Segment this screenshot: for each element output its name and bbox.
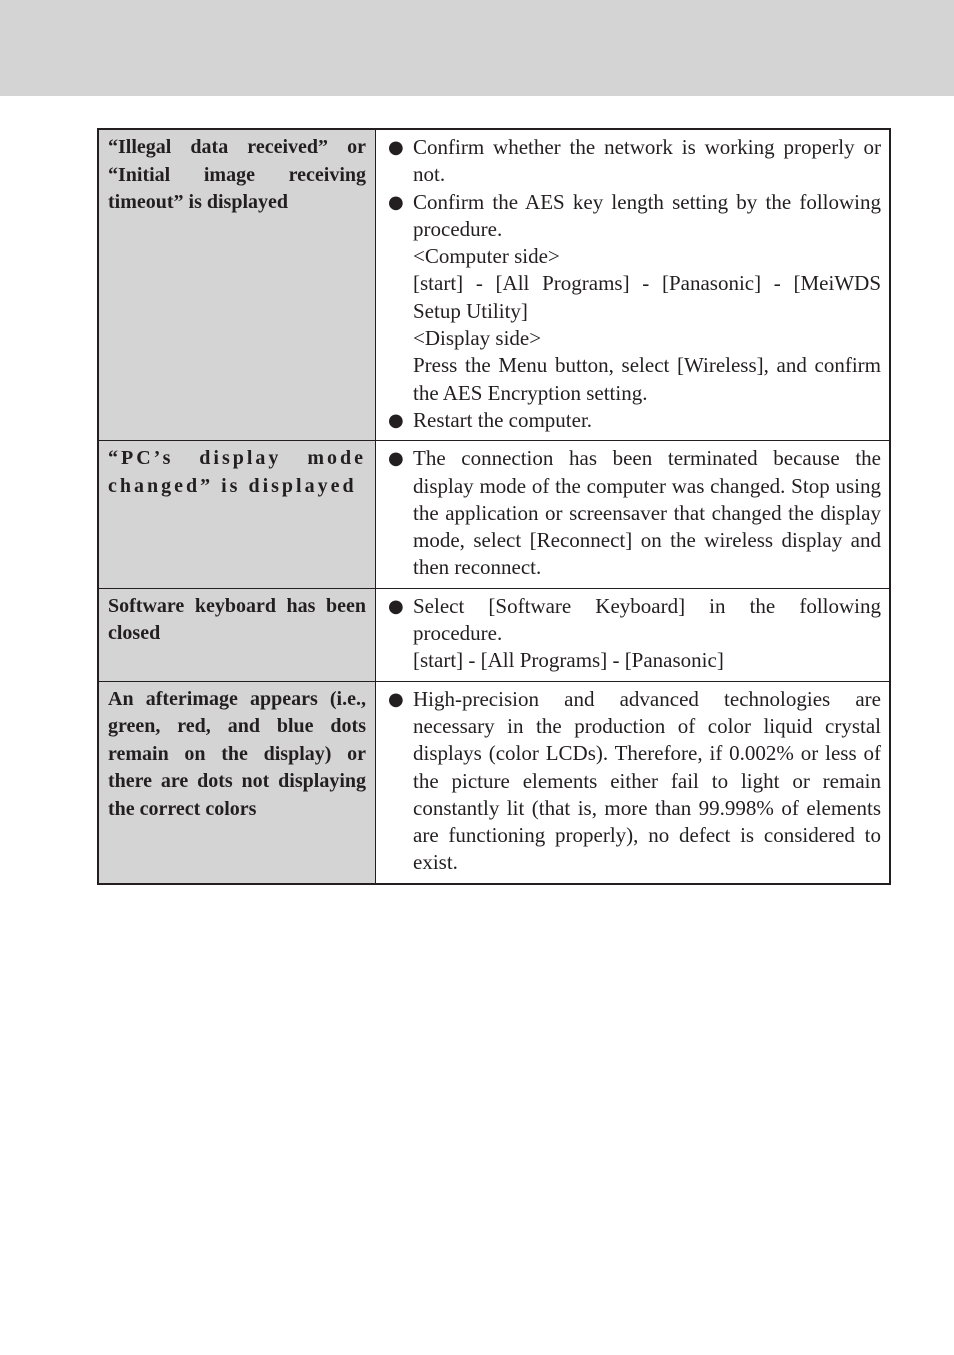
solution-text: High-precision and advanced technologies are necessary in the production of color liquid crystal displays (color LCDs). Therefore, if 0.002% or less of the picture elements either fail to light or remain constantly lit (that is, more than 99.998% of elements are functioning properly), no defect is considered to exist. [413,686,881,875]
solution-cell [376,681,891,884]
solution-line: Confirm the AES key length setting by the following procedure. [413,189,881,241]
table-row [98,681,890,884]
list-item [388,134,881,189]
solution-cell [376,129,891,441]
problem-cell [98,129,376,441]
bullet-icon: ● [388,409,404,431]
solution-line: Select [Software Keyboard] in the following procedure. [413,593,881,646]
bullet-icon: ● [388,191,404,213]
troubleshooting-table [97,128,891,885]
solution-text: Restart the computer. [413,407,593,432]
bullet-icon: ● [388,137,404,158]
bullet-icon: ● [388,595,404,617]
problem-cell [98,588,376,681]
table-row [98,588,890,681]
solution-cell [376,441,891,588]
table-row [98,441,890,588]
header-band [0,0,954,96]
list-item [388,407,881,434]
solution-line: Press the Menu button, select [Wireless], and confirm the AES Encryption setting. [413,353,881,405]
list-item [388,686,881,877]
solution-line: [start] - [All Programs] - [Panasonic] [413,648,724,673]
solution-cell [376,588,891,681]
bullet-icon: ● [388,448,404,470]
list-item [388,593,881,675]
list-item [388,189,881,407]
problem-cell [98,441,376,588]
bullet-icon: ● [388,688,404,710]
solution-line: [start] - [All Programs] - [Panasonic] - [MeiWDS Setup Utility] [413,271,881,323]
problem-cell [98,681,376,884]
solution-line: <Computer side> [413,244,560,269]
solution-text [413,189,881,407]
solution-text: The connection has been terminated because the display mode of the computer was changed. Stop using the application or screensaver that changed the display mode, select [Reconnect] on the wireless display and then reconnect. [413,446,881,580]
solution-text: Confirm whether the network is working properly or not. [413,135,881,187]
problem-text: “Illegal data received” or “Initial image receiving timeout” is displayed [108,136,366,213]
table-row [98,129,890,441]
solution-line: <Display side> [413,326,542,351]
list-item [388,445,881,581]
problem-text: Software keyboard has been closed [108,594,366,645]
problem-text: “PC’s display mode changed” is displayed [108,447,366,497]
problem-text: An afterimage appears (i.e., green, red, and blue dots remain on the display) or there are dots not displaying the correct colors [108,687,366,820]
solution-text [413,593,881,675]
